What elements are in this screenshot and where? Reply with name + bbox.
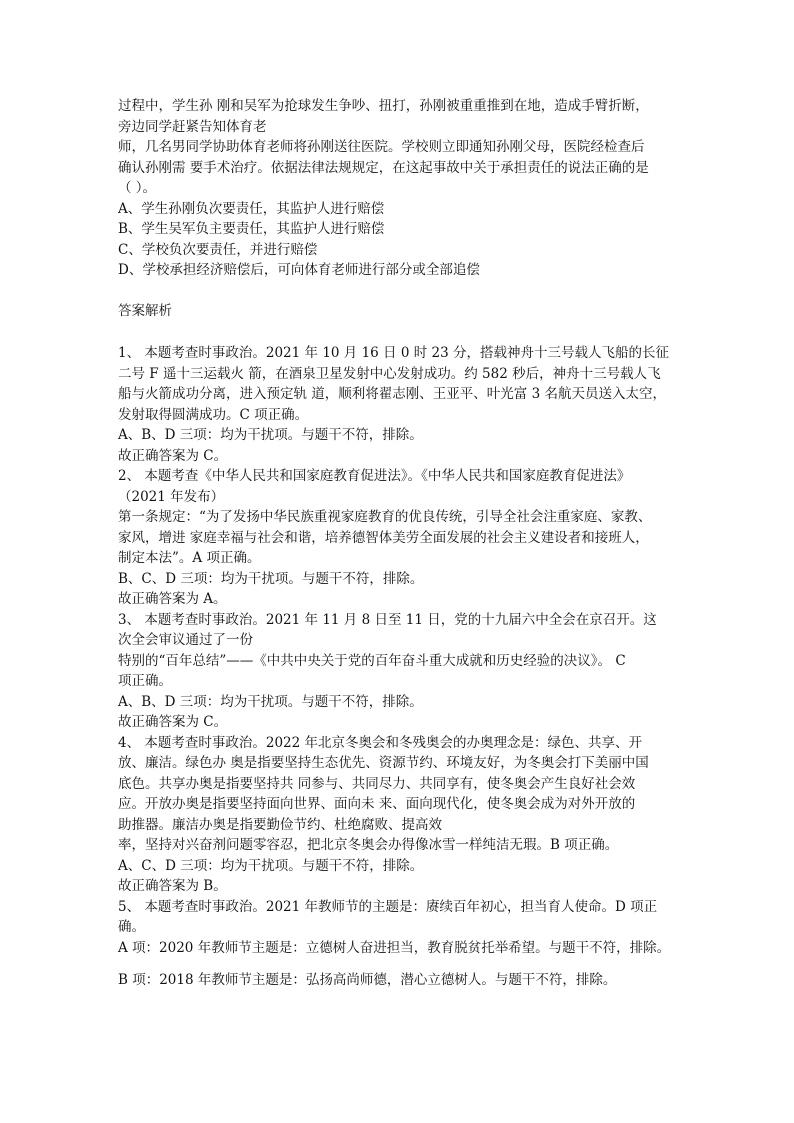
answer-line: B 项：2018 年教师节主题是：弘扬高尚师德，潜心立德树人。与题干不符，排除。 [118, 972, 617, 988]
option-c: C、学校负次要责任，并进行赔偿 [118, 241, 318, 258]
answer-item-4 [118, 733, 683, 897]
option-b: B、学生吴军负主要责任，其监护人进行赔偿 [118, 221, 385, 237]
answer-line: 次全会审议通过了一份 [118, 632, 253, 648]
answer-line: （2021 年发布） [118, 488, 225, 505]
spacer [118, 281, 683, 301]
option-d: D、学校承担经济赔偿后，可向体育老师进行部分或全部追偿 [118, 262, 480, 278]
answer-line: 故正确答案为 A。 [118, 591, 227, 607]
answer-line: 特别的“百年总结”——《中共中央关于党的百年奋斗重大成就和历史经验的决议》。 C [118, 652, 626, 669]
answer-line: 5、 本题考查时事政治。2021 年教师节的主题是：赓续百年初心，担当育人使命。D 项正 [118, 898, 658, 915]
answer-line: 第一条规定：“为了发扬中华民族重视家庭教育的优良传统，引导全社会注重家庭、家教、 [118, 509, 652, 525]
answer-line: A、B、D 三项：均为干扰项。与题干不符，排除。 [118, 693, 423, 710]
document-body [118, 96, 683, 991]
answer-line: 3、 本题考查时事政治。2021 年 11 月 8 日至 11 日，党的十九届六中全会在京召开。这 [118, 611, 657, 628]
answer-line: 船与火箭成功分离，进入预定轨 道，顺利将翟志刚、王亚平、叶光富 3 名航天员送入太空， [118, 386, 666, 402]
question-stem [118, 96, 683, 199]
answer-line: 故正确答案为 C。 [118, 447, 228, 464]
answer-item-2 [118, 466, 683, 610]
answer-line: 确。 [118, 919, 145, 935]
stem-line: 确认孙刚需 要手术治疗。依据法律法规规定，在这起事故中关于承担责任的说法正确的是 [118, 159, 649, 176]
spacer [118, 958, 683, 970]
answer-line: 放、廉洁。绿色办 奥是指要坚持生态优先、资源节约、环境友好，为冬奥会打下美丽中国 [118, 755, 649, 771]
answer-line: 2、 本题考查《中华人民共和国家庭教育促进法》。《中华人民共和国家庭教育促进法》 [118, 468, 631, 484]
stem-line: 师，几名男同学协助体育老师将孙刚送往医院。学校则立即通知孙刚父母，医院经检查后 [118, 139, 645, 155]
answer-line: A、B、D 三项：均为干扰项。与题干不符，排除。 [118, 427, 423, 443]
answer-line: 二号 F 遥十三运载火 箭，在酒泉卫星发射中心发射成功。约 582 秒后，神舟十三号载人飞 [118, 365, 661, 382]
option-a: A、学生孙刚负次要责任，其监护人进行赔偿 [118, 200, 385, 217]
answer-line: 发射取得圆满成功。C 项正确。 [118, 406, 309, 423]
answer-item-1 [118, 343, 683, 466]
stem-line: （ ）。 [118, 180, 157, 196]
answer-line: 应。开放办奥是指要坚持面向世界、面向未 来、面向现代化，使冬奥会成为对外开放的 [118, 796, 636, 812]
answer-line: 家风，增进 家庭幸福与社会和谐，培养德智体美劳全面发展的社会主义建设者和接班人， [118, 529, 649, 546]
answer-line: 率，坚持对兴奋剂问题零容忍，把北京冬奥会办得像冰雪一样纯洁无瑕。B 项正确。 [118, 837, 619, 853]
answer-line: 底色。共享办奥是指要坚持共 同参与、共同尽力、共同享有，使冬奥会产生良好社会效 [118, 775, 636, 792]
answer-line: 1、 本题考查时事政治。2021 年 10 月 16 日 0 时 23 分，搭载神舟十三号载人飞船的长征 [118, 345, 669, 361]
answer-line: 故正确答案为 C。 [118, 714, 228, 730]
stem-line: 过程中，学生孙 刚和吴军为抢球发生争吵、扭打，孙刚被重重推到在地，造成手臂折断， [118, 98, 649, 114]
answer-item-3 [118, 610, 683, 733]
answer-line: A、C、D 三项：均为干扰项。与题干不符，排除。 [118, 857, 424, 874]
answer-item-5 [118, 897, 683, 959]
answer-line: 制定本法”。A 项正确。 [118, 550, 261, 566]
answer-line: 项正确。 [118, 673, 172, 689]
question-options [118, 199, 683, 281]
answer-line: 故正确答案为 B。 [118, 878, 227, 894]
answer-line: B、C、D 三项：均为干扰项。与题干不符，排除。 [118, 570, 424, 587]
answer-line: 4、 本题考查时事政治。2022 年北京冬奥会和冬残奥会的办奥理念是：绿色、共享、开 [118, 734, 643, 751]
stem-line: 旁边同学赶紧告知体育老 [118, 118, 267, 135]
answer-line: A 项：2020 年教师节主题是：立德树人奋进担当，教育脱贫托举希望。与题干不符，排除。 [118, 939, 671, 956]
answer-line: 助推器。廉洁办奥是指要勤俭节约、杜绝腐败、提高效 [118, 816, 442, 833]
answer-item-5-option-b [118, 970, 683, 991]
answer-heading: 答案解析 [118, 302, 172, 319]
